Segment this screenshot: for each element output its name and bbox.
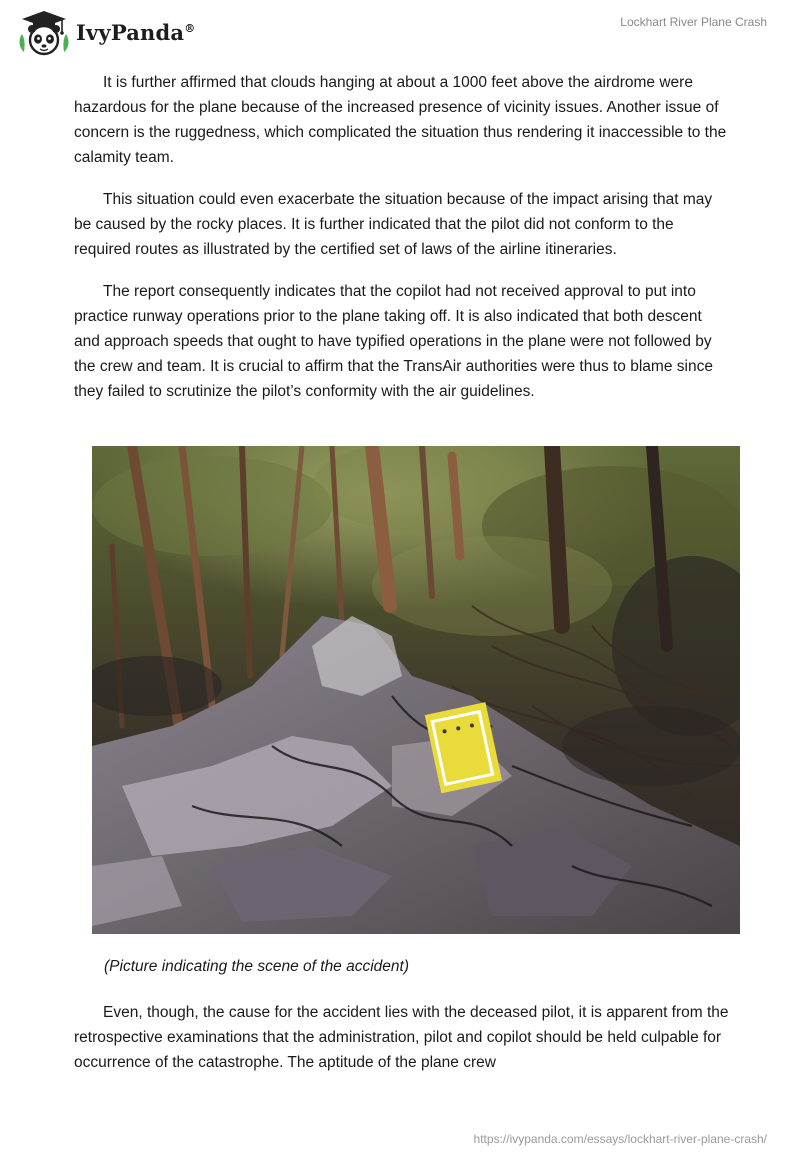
paragraph-2: This situation could even exacerbate the situation because of the impact arising that may be caused by the rocky places. It is further indicated that the pilot did not conform to the required routes as illustrated by the certified set of laws of the airline itineraries.	[74, 191, 713, 258]
crash-scene-photo	[92, 446, 740, 934]
registered-mark: ®	[184, 21, 196, 35]
crash-scene-illustration	[92, 446, 740, 934]
paragraph-1: It is further affirmed that clouds hanging at about a 1000 feet above the airdrome were hazardous for the plane because of the increased presence of vicinity issues. Another issue of concern is the ruggedness, which complicated the situation thus rendering it inaccessible to the calamity team.	[74, 74, 727, 166]
brand-logo[interactable]	[16, 8, 195, 56]
paragraph-3: The report consequently indicates that the copilot had not received approval to put into practice runway operations prior to the plane taking off. It is also indicated that both descent and approach speeds that ought to have typified operations in the plane were not followed by the crew and team. It is crucial to affirm that the TransAir authorities were thus to blame since they failed to scrutinize the pilot’s conformity with the air guidelines.	[74, 283, 713, 400]
paragraph-4: Even, though, the cause for the accident lies with the deceased pilot, it is apparent from the retrospective examinations that the administration, pilot and copilot should be held culpable for occurrence of the catastrophe. The aptitude of the plane crew	[74, 1004, 729, 1071]
source-url[interactable]: https://ivypanda.com/essays/lockhart-river-plane-crash/	[473, 1132, 767, 1146]
page-header	[0, 0, 800, 64]
panda-logo-icon	[16, 8, 72, 56]
figure-caption: (Picture indicating the scene of the accident)	[104, 958, 410, 975]
brand-name: IvyPanda®	[76, 19, 196, 45]
document-title: Lockhart River Plane Crash	[620, 15, 767, 29]
